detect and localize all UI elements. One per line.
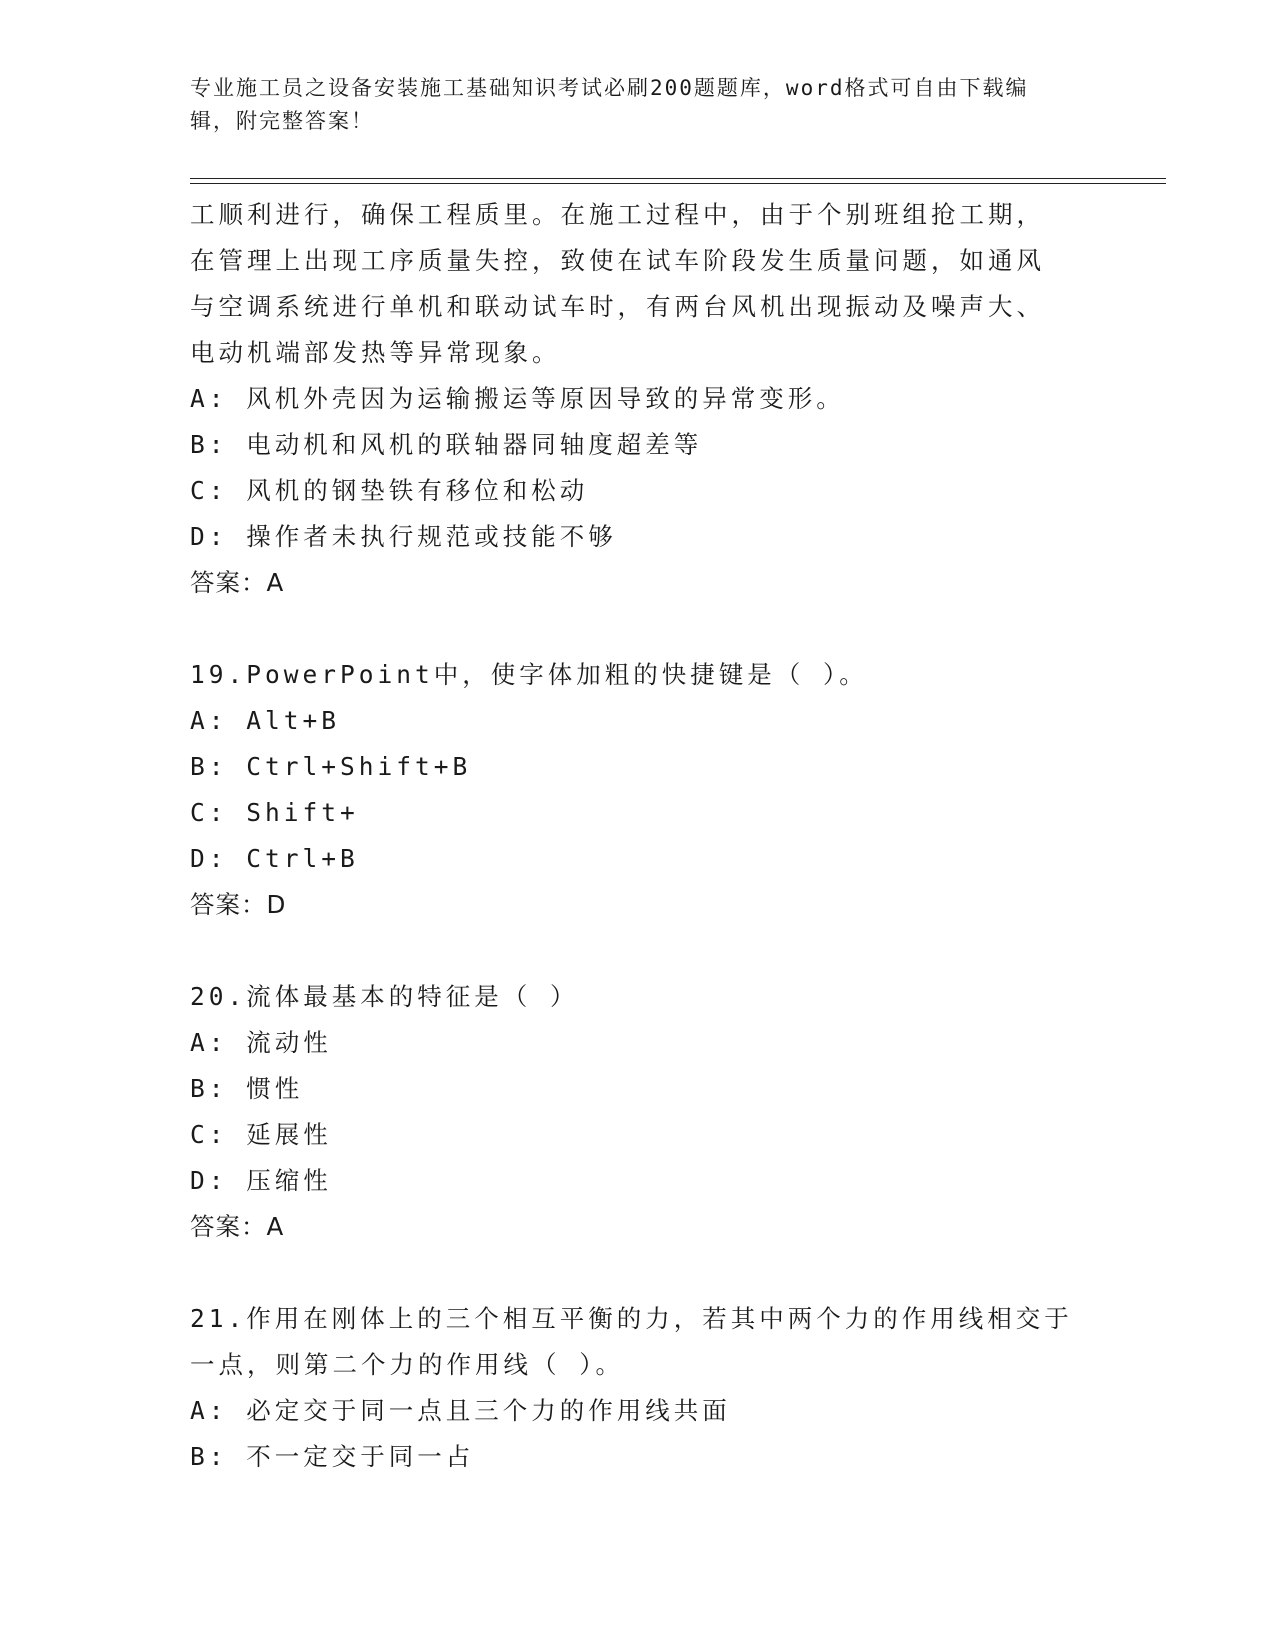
option-b: B: 惯性: [190, 1074, 304, 1103]
question-text-line: 电动机端部发热等异常现象。: [190, 338, 561, 367]
header-text: 专业施工员之设备安装施工基础知识考试必刷200题题库，word格式可自由下载编辑，附完整答案！: [190, 76, 1029, 133]
answer-label: 答案：A: [190, 1212, 285, 1241]
option-c: C: 延展性: [190, 1120, 332, 1149]
answer-label: 答案：D: [190, 890, 287, 919]
question-20: [190, 974, 1090, 1250]
header-divider-top: [190, 178, 1166, 179]
option-c: C: Shift+: [190, 798, 359, 827]
spacer: [190, 928, 1090, 974]
question-title: 19.PowerPoint中，使字体加粗的快捷键是（ ）。: [190, 660, 868, 689]
page-header: [190, 72, 1070, 138]
option-b: B: 不一定交于同一占: [190, 1442, 475, 1471]
question-text-line: 在管理上出现工序质量失控，致使在试车阶段发生质量问题，如通风: [190, 246, 1045, 275]
question-title: 21.作用在刚体上的三个相互平衡的力，若其中两个力的作用线相交于: [190, 1304, 1073, 1333]
question-title: 20.流体最基本的特征是（ ）: [190, 982, 579, 1011]
document-body: [190, 192, 1090, 1480]
option-d: D: 操作者未执行规范或技能不够: [190, 522, 617, 551]
option-d: D: 压缩性: [190, 1166, 332, 1195]
option-b: B: 电动机和风机的联轴器同轴度超差等: [190, 430, 703, 459]
question-21: [190, 1296, 1090, 1480]
question-title-continued: 一点，则第二个力的作用线（ ）。: [190, 1350, 624, 1379]
option-c: C: 风机的钢垫铁有移位和松动: [190, 476, 589, 505]
option-a: A: Alt+B: [190, 706, 341, 735]
option-a: A: 风机外壳因为运输搬运等原因导致的异常变形。: [190, 384, 845, 413]
option-d: D: Ctrl+B: [190, 844, 359, 873]
option-a: A: 必定交于同一点且三个力的作用线共面: [190, 1396, 731, 1425]
header-divider-bottom: [190, 183, 1166, 184]
spacer: [190, 1250, 1090, 1296]
question-19: [190, 652, 1090, 928]
question-text-line: 工顺利进行，确保工程质里。在施工过程中，由于个别班组抢工期，: [190, 200, 1045, 229]
option-b: B: Ctrl+Shift+B: [190, 752, 472, 781]
option-a: A: 流动性: [190, 1028, 332, 1057]
spacer: [190, 606, 1090, 652]
question-18-continuation: [190, 192, 1090, 606]
answer-label: 答案：A: [190, 568, 285, 597]
question-text-line: 与空调系统进行单机和联动试车时，有两台风机出现振动及噪声大、: [190, 292, 1045, 321]
